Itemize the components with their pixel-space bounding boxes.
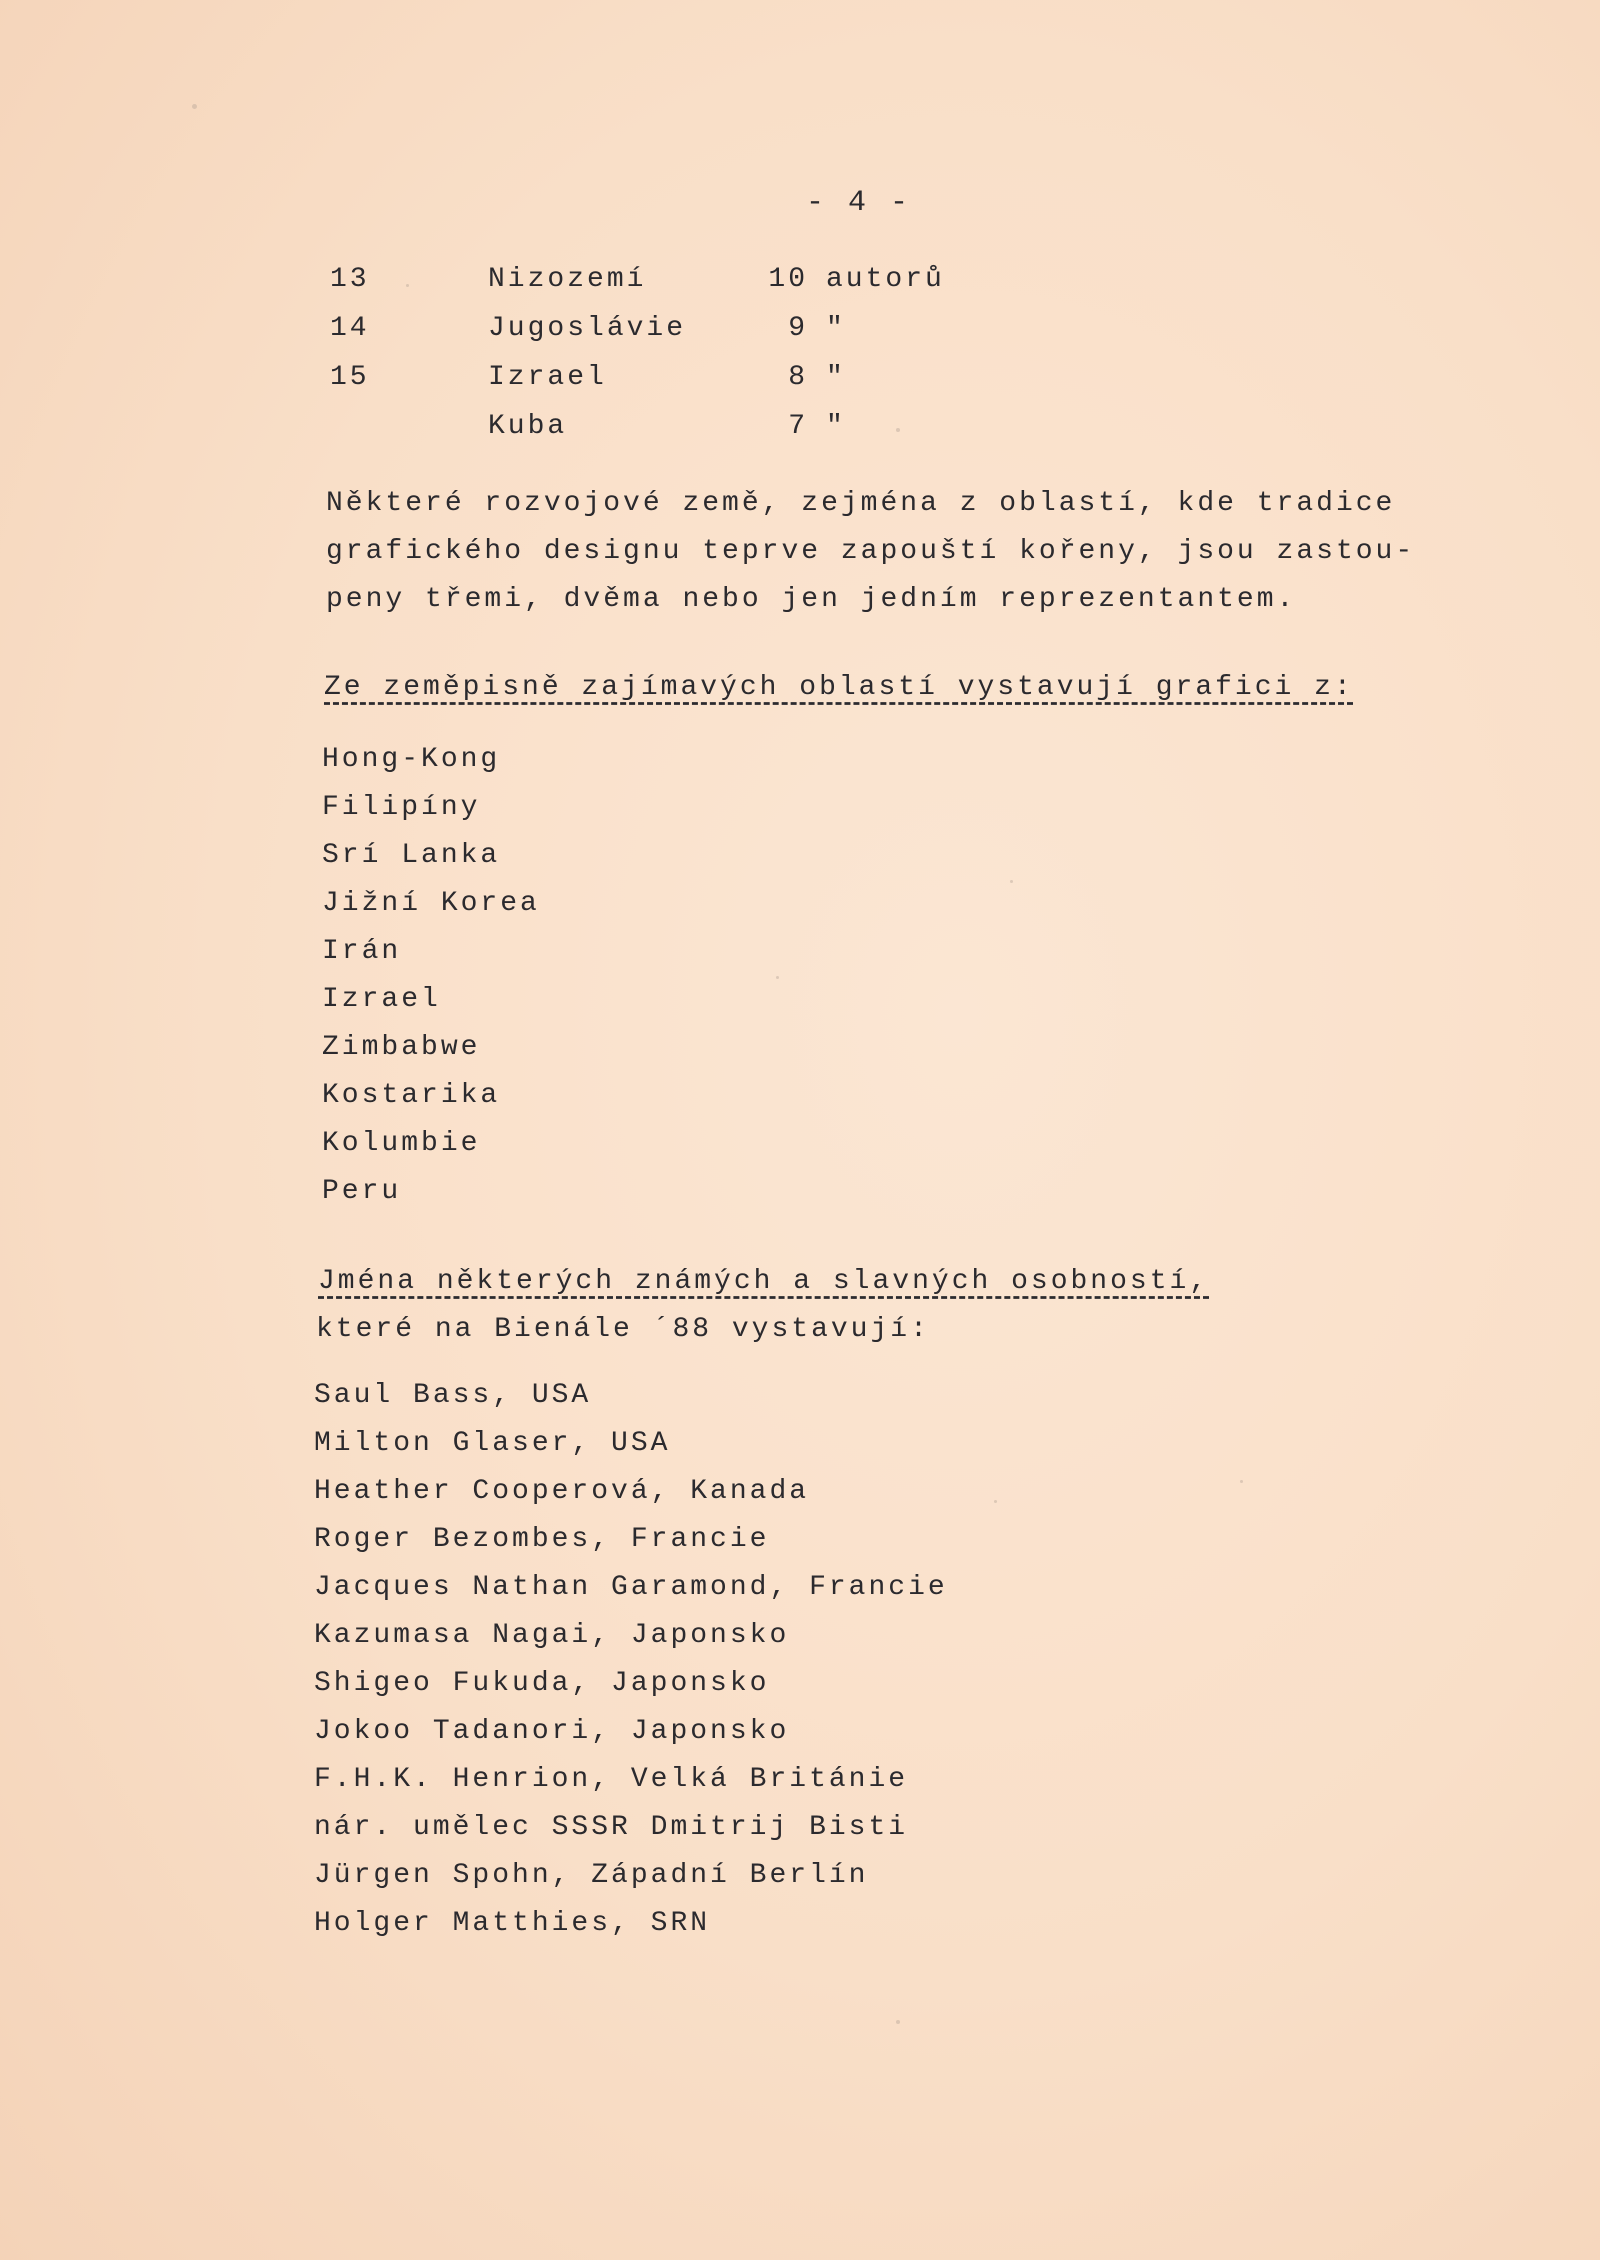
list-item: Irán [322, 936, 402, 967]
paper-speck [1010, 880, 1013, 883]
regions-heading: Ze zeměpisně zajímavých oblastí vystavují grafici z: [324, 672, 1354, 703]
table-row [0, 264, 1600, 304]
list-item: F.H.K. Henrion, Velká Británie [314, 1764, 909, 1795]
rank-cell: 15 [330, 362, 370, 393]
count-cell: 7 [788, 411, 808, 442]
paragraph-line: grafického designu teprve zapouští kořeny, jsou zastou- [326, 536, 1416, 567]
count-cell: 10 [768, 264, 808, 295]
count-cell: 8 [788, 362, 808, 393]
unit-cell: " [826, 411, 846, 442]
list-item: Roger Bezombes, Francie [314, 1524, 770, 1555]
list-item: Srí Lanka [322, 840, 501, 871]
list-item: Kolumbie [322, 1128, 481, 1159]
list-item: Kostarika [322, 1080, 501, 1111]
page-number: - 4 - [806, 186, 912, 220]
unit-cell: autorů [826, 264, 945, 295]
unit-cell: " [826, 362, 846, 393]
paper-speck [896, 2020, 900, 2024]
list-item: Jacques Nathan Garamond, Francie [314, 1572, 948, 1603]
paper-speck [1240, 1480, 1243, 1483]
table-row [0, 411, 1600, 451]
rank-cell: 14 [330, 313, 370, 344]
persons-list [314, 1380, 948, 1956]
paper-speck [776, 976, 779, 979]
list-item: Jokoo Tadanori, Japonsko [314, 1716, 790, 1747]
paragraph-line: Některé rozvojové země, zejména z oblastí, kde tradice [326, 488, 1396, 519]
list-item: Shigeo Fukuda, Japonsko [314, 1668, 770, 1699]
country-cell: Nizozemí [488, 264, 647, 295]
list-item: Jižní Korea [322, 888, 540, 919]
country-cell: Kuba [488, 411, 568, 442]
rank-cell: 13 [330, 264, 370, 295]
list-item: Filipíny [322, 792, 481, 823]
country-cell: Jugoslávie [488, 313, 687, 344]
list-item: Saul Bass, USA [314, 1380, 592, 1411]
list-item: Zimbabwe [322, 1032, 481, 1063]
table-row [0, 362, 1600, 402]
paper-speck [994, 1500, 997, 1503]
persons-heading: Jména některých známých a slavných osobností, [318, 1266, 1210, 1297]
count-cell: 9 [788, 313, 808, 344]
list-item: Hong-Kong [322, 744, 501, 775]
table-row [0, 313, 1600, 353]
intro-paragraph [326, 488, 1426, 632]
paper-speck [406, 284, 409, 287]
list-item: Kazumasa Nagai, Japonsko [314, 1620, 790, 1651]
paper-speck [896, 428, 900, 432]
country-cell: Izrael [488, 362, 607, 393]
paragraph-line: peny třemi, dvěma nebo jen jedním reprezentantem. [326, 584, 1297, 615]
list-item: nár. umělec SSSR Dmitrij Bisti [314, 1812, 909, 1843]
list-item: Heather Cooperová, Kanada [314, 1476, 810, 1507]
paper-speck [192, 104, 197, 109]
list-item: Izrael [322, 984, 441, 1015]
list-item: Holger Matthies, SRN [314, 1908, 711, 1939]
persons-subheading: které na Bienále ´88 vystavují: [316, 1314, 930, 1345]
list-item: Peru [322, 1176, 402, 1207]
regions-list [322, 744, 540, 1224]
list-item: Jürgen Spohn, Západní Berlín [314, 1860, 869, 1891]
unit-cell: " [826, 313, 846, 344]
list-item: Milton Glaser, USA [314, 1428, 671, 1459]
